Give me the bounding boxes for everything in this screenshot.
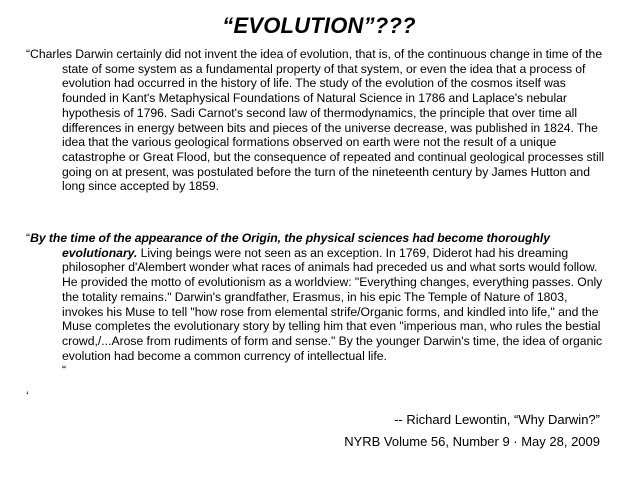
open-quote-mark: “ bbox=[26, 231, 31, 245]
close-quote-mark: “ bbox=[62, 363, 67, 378]
stray-quote-mark: ‘ bbox=[26, 389, 29, 403]
paragraph-body: Living beings were not seen as an exception. In 1769, Diderot had his dreaming philosopher d'Alembert wonder what races of animals had preceded us and what sorts would follow. He provided the motto of evolutionism as a worldview: "Everything changes, everything passes. Only the totality remains." Darwin's grandfather, Erasmus, in his epic The Temple of Nature of 1803, invokes his Muse to tell "how rose from elemental strife/Organic forms, and kindled into life," and the Muse completes the evolutionary story by telling him that even "imperious man, who rules the bestial crowd,/...Arose from rudiments of form and sense." By the younger Darwin's time, the idea of organic evolution had become a common currency of intellectual life. bbox=[62, 245, 603, 363]
attribution-author: -- Richard Lewontin, “Why Darwin?” bbox=[394, 412, 600, 427]
quote-paragraph-physical-sciences bbox=[26, 231, 608, 378]
emphasized-sentence: By the time of the appearance of the Origin, the physical sciences had become thoroughly evolutionary. bbox=[30, 231, 551, 260]
slide-title: “EVOLUTION”??? bbox=[222, 13, 416, 38]
quote-paragraph-darwin-not-inventor: “Charles Darwin certainly did not invent the idea of evolution, that is, of the continuous change in time of the state of some system as a fundamental property of that system, or even the idea that a process of evolution had occurred in the history of life. The study of the evolution of the cosmos itself was founded in Kant's Metaphysical Foundations of Natural Science in 1786 and Laplace's nebular hypothesis of 1796. Sadi Carnot's second law of thermodynamics, the principle that over time all differences in energy between bits and pieces of the universe decrease, was published in 1824. The idea that the various geological formations observed on earth were not the result of a unique catastrophe or Great Flood, but the consequence of repeated and continual geological processes still going on at present, was postulated before the turn of the nineteenth century by James Hutton and long since accepted by 1859. bbox=[26, 47, 605, 194]
attribution-source: NYRB Volume 56, Number 9 · May 28, 2009 bbox=[344, 434, 600, 449]
